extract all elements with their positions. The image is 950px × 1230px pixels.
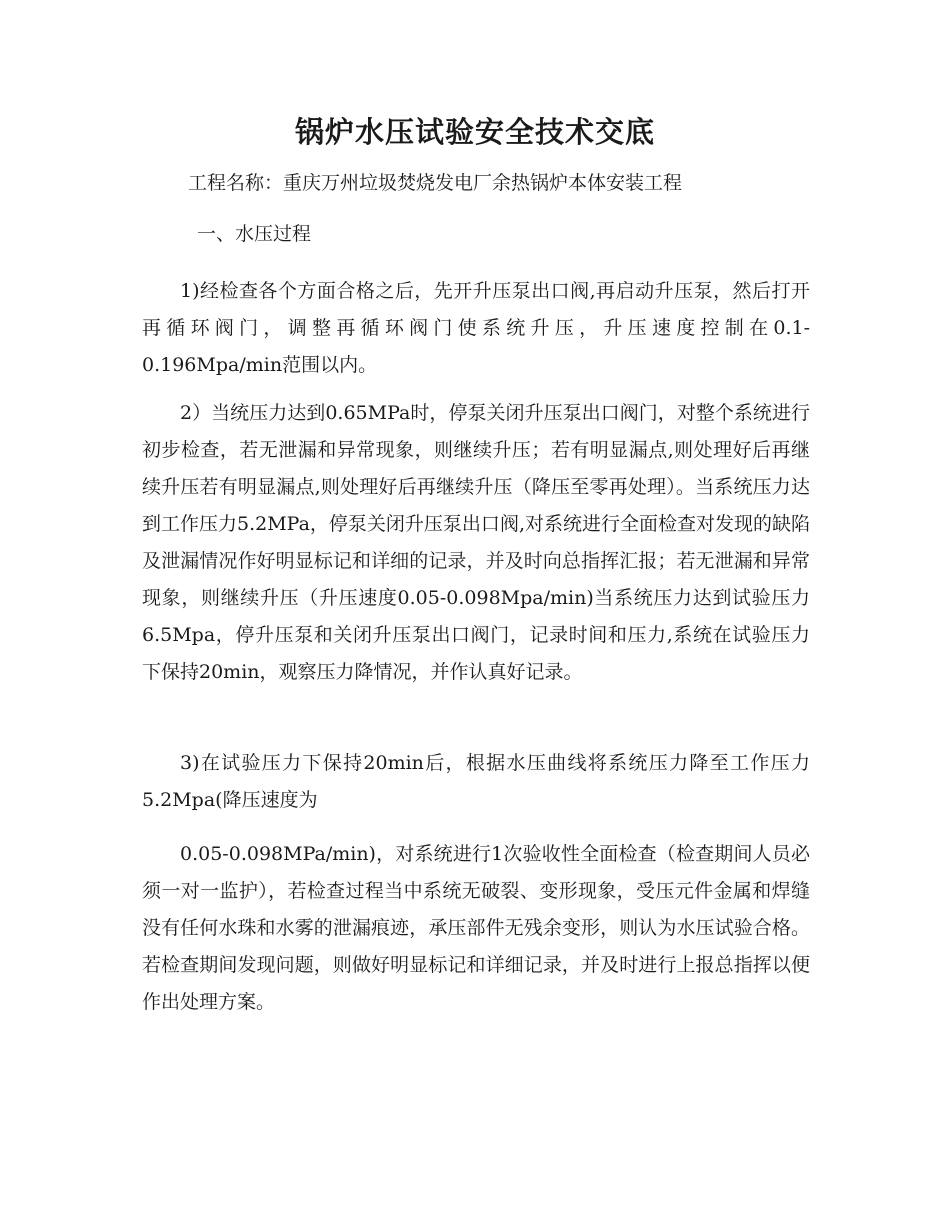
project-name-line: 工程名称：重庆万州垃圾焚烧发电厂余热锅炉本体安装工程 — [188, 172, 683, 194]
paragraph-step-3-continued: 0.05-0.098MPa/min)，对系统进行1次验收性全面检查（检查期间人员必须一对一监护），若检查过程当中系统无破裂、变形现象，受压元件金属和焊缝没有任何水珠和水雾的泄漏痕迹，承压部件无残余变形，则认为水压试验合格。若检查期间发现问题，则做好明显标记和详细记录，并及时进行上报总指挥以便作出处理方案。 — [142, 843, 810, 1013]
document-title: 锅炉水压试验安全技术交底 — [294, 115, 655, 149]
paragraph-step-2: 2）当统压力达到0.65MPa时，停泵关闭升压泵出口阀门，对整个系统进行初步检查，若无泄漏和异常现象，则继续升压；若有明显漏点,则处理好后再继续升压若有明显漏点,则处理好后再继续升压（降压至零再处理）。当系统压力达到工作压力5.2MPa，停泵关闭升压泵出口阀,对系统进行全面检查对发现的缺陷及泄漏情况作好明显标记和详细的记录，并及时向总指挥汇报；若无泄漏和异常现象，则继续升压（升压速度0.05-0.098Mpa/min)当系统压力达到试验压力6.5Mpa，停升压泵和关闭升压泵出口阀门，记录时间和压力,系统在试验压力下保持20min，观察压力降情况，并作认真好记录。 — [142, 402, 810, 683]
paragraph-step-1: 1)经检查各个方面合格之后，先开升压泵出口阀,再启动升压泵，然后打开再循环阀门，调整再循环阀门使系统升压，升压速度控制在0.1-0.196Mpa/min范围以内。 — [142, 280, 810, 376]
section-heading: 一、水压过程 — [197, 223, 312, 245]
paragraph-step-3: 3)在试验压力下保持20min后，根据水压曲线将系统压力降至工作压力5.2Mpa(降压速度为 — [142, 752, 810, 811]
